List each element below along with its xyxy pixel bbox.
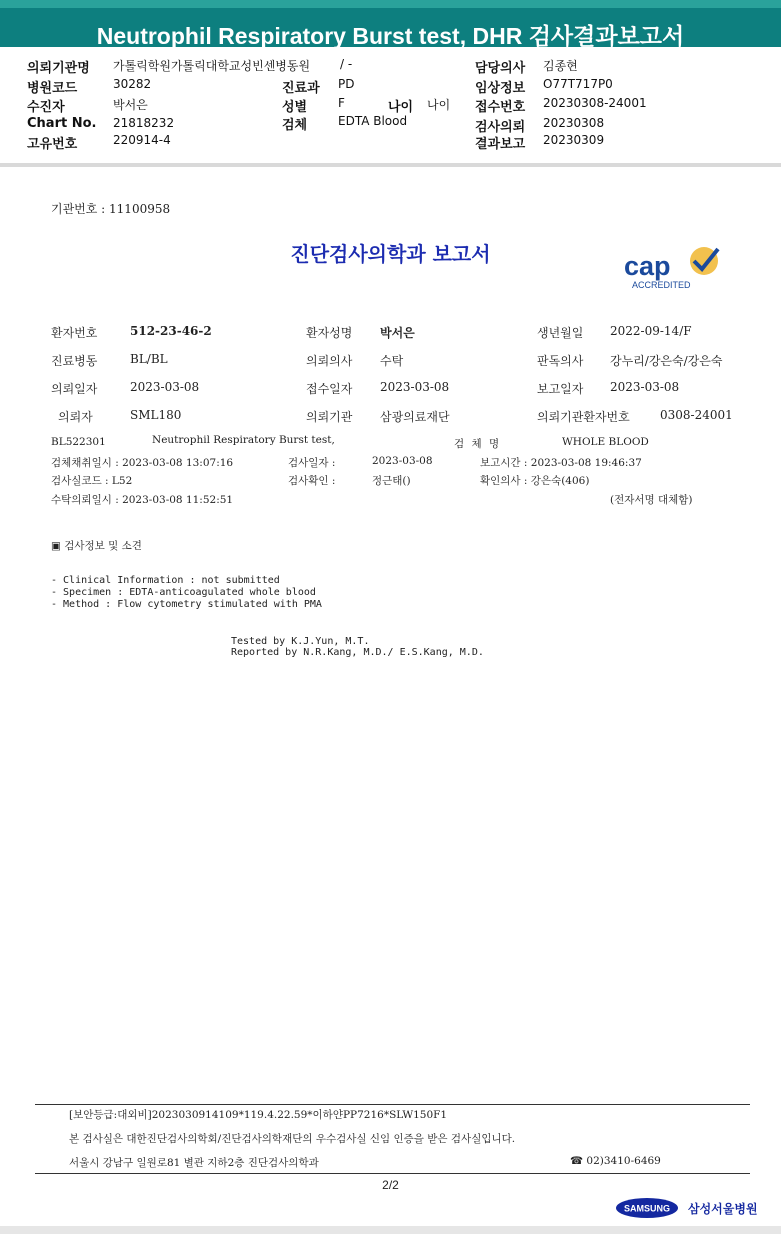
lab-code: 검사실코드 : L52	[51, 475, 133, 487]
test-name: Neutrophil Respiratory Burst test,	[152, 434, 335, 446]
info-value: SML180	[130, 408, 182, 422]
report-title-bar	[0, 0, 781, 47]
header-value: 김종현	[543, 59, 578, 73]
header-label: 담당의사	[475, 61, 526, 76]
header-label: 결과보고	[475, 137, 526, 152]
report-time: 보고시간 : 2023-03-08 19:46:37	[480, 457, 642, 469]
samsung-hospital-logo	[616, 1196, 758, 1220]
verified-value: 정근태()	[372, 475, 411, 487]
cap-logo-text: cap	[624, 251, 671, 281]
bottom-band	[0, 1226, 781, 1234]
info-value: 수탁	[380, 354, 404, 368]
specimen-value: WHOLE BLOOD	[562, 436, 649, 448]
header-separator	[0, 163, 781, 167]
header-label: 성별	[282, 100, 308, 115]
note-line: - Specimen : EDTA-anticoagulated whole blood	[51, 587, 316, 598]
header-value: 가톨릭학원가톨릭대학교성빈센병동원	[113, 59, 311, 73]
info-label: 보고일자	[537, 382, 584, 396]
info-label: 환자성명	[306, 326, 353, 340]
header-label: 나이	[388, 100, 414, 115]
confirming-doctor: 확인의사 : 강은숙(406)	[480, 475, 590, 487]
header-value: 박서은	[113, 98, 148, 112]
header-label: 검체	[282, 118, 308, 133]
info-label: 진료병동	[51, 354, 98, 368]
address-text: 서울시 강남구 일원로81 별관 지하2층 진단검사의학과	[69, 1157, 319, 1169]
header-label: 고유번호	[27, 137, 78, 152]
test-code: BL522301	[51, 436, 106, 448]
footer-divider-top	[35, 1104, 750, 1105]
header-value: 나이	[427, 98, 451, 112]
document-title: 진단검사의학과 보고서	[290, 242, 491, 266]
info-label: 의뢰일자	[51, 382, 98, 396]
test-date-value: 2023-03-08	[372, 455, 433, 467]
header-value: 20230308	[543, 116, 605, 130]
hospital-name: 삼성서울병원	[688, 1202, 758, 1216]
info-value: 2022-09-14/F	[610, 324, 692, 338]
signature-note: (전자서명 대체함)	[610, 494, 693, 506]
info-value: BL/BL	[130, 352, 168, 366]
header-value: / -	[340, 57, 353, 71]
info-value: 강누리/강은숙/강은숙	[610, 354, 723, 368]
info-value: 2023-03-08	[380, 380, 450, 394]
cap-accredited-logo	[622, 243, 726, 293]
info-label: 접수일자	[306, 382, 353, 396]
header-value: 21818232	[113, 116, 175, 130]
info-value: 0308-24001	[660, 408, 733, 422]
header-label: 접수번호	[475, 100, 526, 115]
header-value: 20230309	[543, 133, 605, 147]
info-label: 의뢰자	[58, 410, 93, 424]
section-title: ▣ 검사정보 및 소견	[51, 540, 142, 552]
certification-text: 본 검사실은 대한진단검사의학회/진단검사의학재단의 우수검사실 신임 인증을 받은 검사실입니다.	[69, 1133, 516, 1145]
cap-logo-subtext: ACCREDITED	[632, 280, 691, 290]
info-value: 삼광의료재단	[380, 410, 450, 424]
tested-by: Tested by K.J.Yun, M.T.	[231, 636, 370, 647]
header-label: 임상정보	[475, 81, 526, 96]
reported-by: Reported by N.R.Kang, M.D./ E.S.Kang, M.D.	[231, 647, 484, 658]
header-label: 검사의뢰	[475, 120, 526, 135]
footer-divider-bottom	[35, 1173, 750, 1174]
header-value: PD	[338, 77, 355, 91]
collection-time: 검체채취일시 : 2023-03-08 13:07:16	[51, 457, 234, 469]
info-value: 2023-03-08	[130, 380, 200, 394]
consign-time: 수탁의뢰일시 : 2023-03-08 11:52:51	[51, 494, 234, 506]
institution-number: 기관번호 : 11100958	[51, 202, 171, 216]
info-label: 판독의사	[537, 354, 584, 368]
header-label: 진료과	[282, 81, 320, 96]
header-value: 220914-4	[113, 133, 171, 147]
test-date-label: 검사일자 :	[288, 457, 336, 469]
header-value: EDTA Blood	[338, 114, 408, 128]
header-value: 20230308-24001	[543, 96, 647, 110]
header-label: 의뢰기관명	[27, 61, 90, 76]
header-value: F	[338, 96, 345, 110]
header-label: 수진자	[27, 100, 65, 115]
info-label: 의뢰의사	[306, 354, 353, 368]
note-line: - Method : Flow cytometry stimulated with PMA	[51, 599, 322, 610]
phone-text: ☎ 02)3410-6469	[570, 1155, 661, 1167]
note-line: - Clinical Information : not submitted	[51, 575, 280, 586]
header-value: 30282	[113, 77, 152, 91]
verified-label: 검사확인 :	[288, 475, 336, 487]
info-value: 2023-03-08	[610, 380, 680, 394]
header-value: O77T717P0	[543, 77, 613, 91]
security-line: [보안등급:대외비]2023030914109*119.4.22.59*이하얀PP7216*SLW150F1	[69, 1109, 448, 1121]
info-label: 의뢰기관환자번호	[537, 410, 630, 424]
info-label: 생년월일	[537, 326, 584, 340]
report-title: Neutrophil Respiratory Burst test, DHR 검사결과보고서	[96, 23, 685, 49]
info-value: 512-23-46-2	[130, 324, 212, 338]
header-label: 병원코드	[27, 81, 78, 96]
header-label: Chart No.	[27, 116, 97, 131]
info-value: 박서은	[380, 326, 415, 340]
info-label: 환자번호	[51, 326, 98, 340]
page-number: 2/2	[382, 1178, 399, 1192]
samsung-logo-text: SAMSUNG	[623, 1203, 671, 1214]
specimen-label: 검 체 명	[454, 438, 502, 450]
info-label: 의뢰기관	[306, 410, 353, 424]
